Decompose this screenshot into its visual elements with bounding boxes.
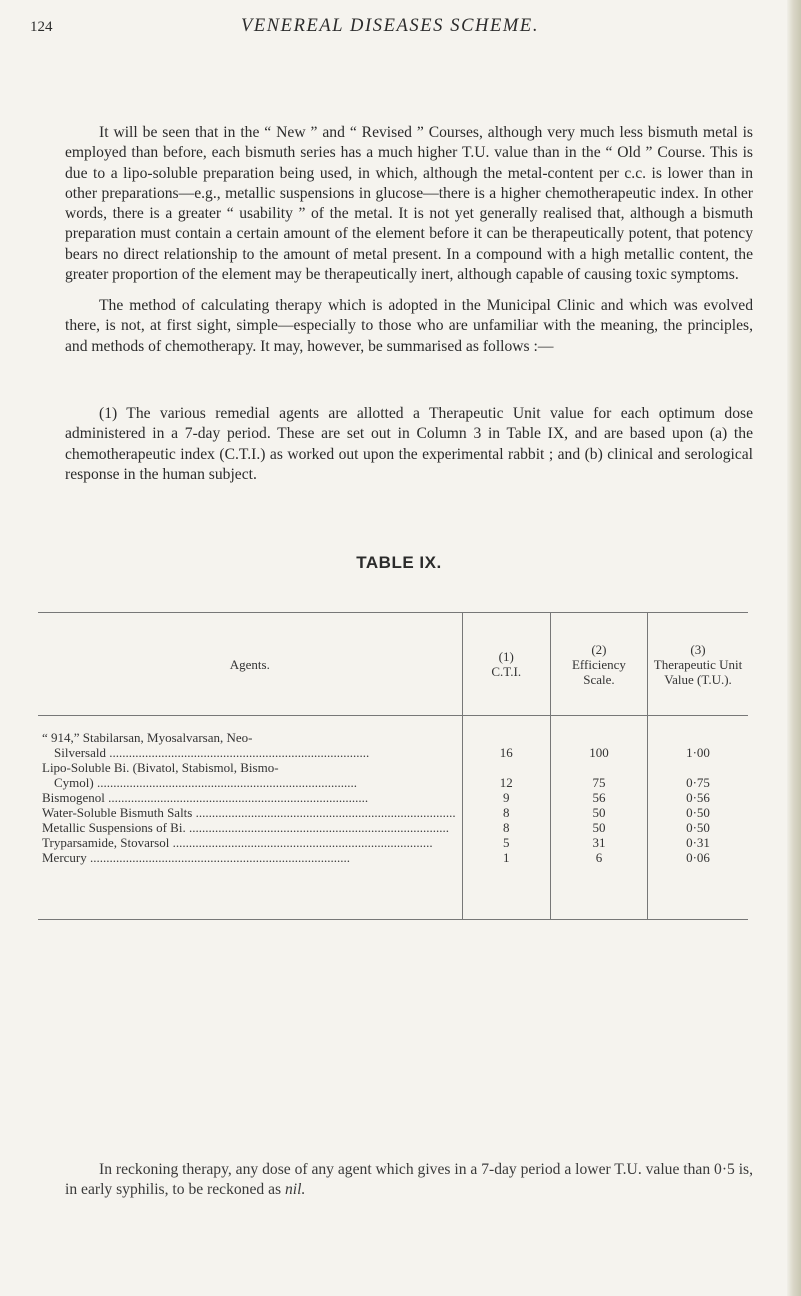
cti-value: 5	[462, 835, 550, 850]
agent-name-line2	[42, 775, 456, 790]
header-cti-number: (1)	[498, 649, 514, 664]
agent-cell	[38, 850, 462, 920]
tu-value: 0·75	[648, 760, 749, 790]
agent-cell	[38, 760, 462, 790]
table-row	[38, 760, 748, 790]
efficiency-value: 100	[550, 716, 647, 761]
header-cti-label: C.T.I.	[491, 664, 522, 679]
agent-cell	[38, 835, 462, 850]
header-efficiency-label: Efficiency Scale.	[571, 656, 626, 687]
efficiency-value: 75	[550, 760, 647, 790]
cti-value: 16	[462, 716, 550, 761]
table-row	[38, 790, 748, 805]
paragraph-reckoning-therapy	[65, 1160, 753, 1201]
tu-value: 0·50	[648, 820, 749, 835]
efficiency-value: 6	[550, 850, 647, 920]
efficiency-value: 56	[550, 790, 647, 805]
header-tu-value	[648, 613, 749, 716]
agent-cell	[38, 820, 462, 835]
table-row	[38, 805, 748, 820]
cti-value: 9	[462, 790, 550, 805]
reckoning-text: In reckoning therapy, any dose of any agent which gives in a 7-day period a lower T.U. value than 0·5 is, in early syphilis, to be reckoned as	[65, 1161, 754, 1199]
table-row	[38, 820, 748, 835]
cti-value: 8	[462, 805, 550, 820]
tu-value: 1·00	[648, 716, 749, 761]
header-tu-label: Therapeutic Unit Value (T.U.).	[653, 656, 743, 687]
header-agents	[38, 613, 462, 716]
table-row	[38, 716, 748, 761]
header-tu-number: (3)	[690, 641, 706, 657]
efficiency-value: 31	[550, 835, 647, 850]
agent-cell	[38, 716, 462, 761]
table-header-row	[38, 613, 748, 716]
cti-value: 1	[462, 850, 550, 920]
tu-value: 0·50	[648, 805, 749, 820]
table-title: TABLE IX.	[356, 553, 442, 572]
agent-cell	[38, 790, 462, 805]
page-number: 124	[30, 19, 53, 35]
agent-name-line1: “ 914,” Stabilarsan, Myosalvarsan, Neo-	[42, 730, 253, 745]
header-agents-label: Agents.	[229, 656, 270, 672]
agent-name-line	[42, 790, 456, 805]
cti-value: 12	[462, 760, 550, 790]
header-efficiency-number: (2)	[591, 641, 607, 657]
efficiency-value: 50	[550, 805, 647, 820]
agent-name-text: Mercury	[42, 850, 87, 865]
agent-name-line	[42, 850, 456, 865]
therapeutic-unit-table	[38, 612, 748, 920]
agent-name-line	[42, 835, 456, 850]
paragraph-bismuth-tu-value: It will be seen that in the “ New ” and “ Revised ” Courses, although very much less bismuth metal is employed than before, each bismuth series has a much higher T.U. value than in the “ Old ” Course. This is due to a lipo-soluble preparation being used, in which, although the metal-content per c.c. is lower than in other preparations—e.g., metallic suspensions in glucose—there is a higher chemotherapeutic index. In other words, there is a greater “ usability ” of the metal. It is not yet generally realised that, although a bismuth preparation must contain a certain amount of the element before it can be therapeutically potent, that potency bears no direct relationship to the amount of metal present. In a compound with a high metallic content, the greater proportion of the element may be therapeutically inert, although capable of causing toxic symptoms.	[65, 124, 753, 284]
efficiency-value: 50	[550, 820, 647, 835]
tu-value: 0·56	[648, 790, 749, 805]
agent-name-text: Silversald	[54, 745, 106, 760]
agent-name-line2	[42, 745, 456, 760]
agent-name-text: Water-Soluble Bismuth Salts	[42, 805, 193, 820]
paragraph-method-of-calculating: The method of calculating therapy which is adopted in the Municipal Clinic and which was evolved there, is not, at first sight, simple—especially to those who are unfamiliar with the meaning, the principles, and methods of chemotherapy. It may, however, be summarised as follows :—	[65, 297, 753, 355]
agent-name-text: Bismogenol	[42, 790, 105, 805]
agent-name-line1: Lipo-Soluble Bi. (Bivatol, Stabismol, Bismo-	[42, 760, 279, 775]
page-edge-shadow	[787, 0, 801, 1296]
agent-name-text: Cymol)	[54, 775, 94, 790]
table-row	[38, 850, 748, 920]
agent-name-line	[42, 820, 456, 835]
paragraph-remedial-agents: (1) The various remedial agents are allotted a Therapeutic Unit value for each optimum dose administered in a 7-day period. These are set out in Column 3 in Table IX, and are based upon (a) the chemotherapeutic index (C.T.I.) as worked out upon the experimental rabbit ; and (b) clinical and serological response in the human subject.	[65, 405, 753, 483]
cti-value: 8	[462, 820, 550, 835]
agent-cell	[38, 805, 462, 820]
tu-value: 0·31	[648, 835, 749, 850]
agent-name-text: Metallic Suspensions of Bi.	[42, 820, 186, 835]
running-head	[30, 16, 750, 42]
running-title: VENEREAL DISEASES SCHEME.	[240, 16, 540, 36]
table-row	[38, 835, 748, 850]
reckoning-nil: nil.	[285, 1181, 306, 1199]
header-cti	[462, 613, 550, 716]
tu-value: 0·06	[648, 850, 749, 920]
agent-name-text: Tryparsamide, Stovarsol	[42, 835, 170, 850]
agent-name-line	[42, 805, 456, 820]
header-efficiency	[550, 613, 647, 716]
